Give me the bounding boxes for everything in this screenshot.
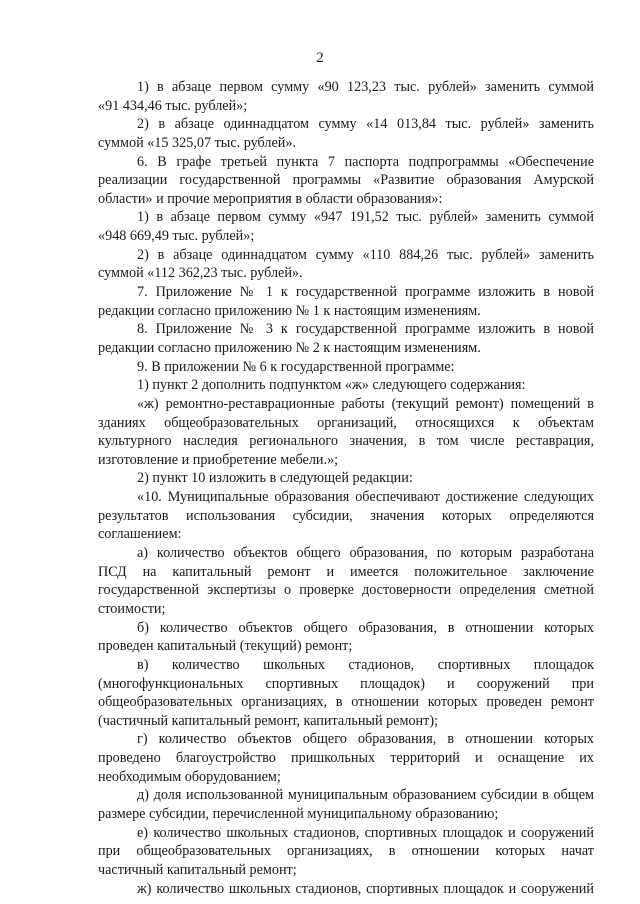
paragraph-line: проведено благоустройство пришкольных территорий и оснащение их: [98, 750, 594, 767]
paragraph-line: при общеобразовательных организациях, в отношении которых начат: [98, 843, 594, 860]
paragraph-first-line: 2) пункт 10 изложить в следующей редакции:: [137, 470, 413, 487]
paragraph-line: стоимости;: [98, 600, 166, 617]
paragraph-line: зданиях общеобразовательных организаций, относящихся к объектам: [98, 414, 594, 431]
paragraph-line: проведен капитальный (текущий) ремонт;: [98, 638, 353, 655]
paragraph-line: частичный капитальный ремонт;: [98, 861, 297, 878]
paragraph-first-line: «ж) ремонтно-реставрационные работы (текущий ремонт) помещений в: [137, 395, 594, 412]
paragraph-first-line: г) количество объектов общего образования, в отношении которых: [137, 731, 594, 748]
paragraph-first-line: д) доля использованной муниципальным образованием субсидии в общем: [137, 787, 594, 804]
paragraph-line: «948 669,49 тыс. рублей»;: [98, 228, 255, 245]
paragraph-first-line: 9. В приложении № 6 к государственной программе:: [137, 358, 455, 375]
paragraph-first-line: б) количество объектов общего образования, в отношении которых: [137, 619, 594, 636]
paragraph-line: суммой «112 362,23 тыс. рублей».: [98, 265, 303, 282]
paragraph-line: результатов использования субсидии, значения которых определяются: [98, 507, 594, 524]
paragraph-first-line: е) количество школьных стадионов, спортивных площадок и сооружений: [137, 824, 594, 841]
paragraph-line: соглашением:: [98, 526, 182, 543]
paragraph-first-line: 1) в абзаце первом сумму «90 123,23 тыс. рублей» заменить суммой: [137, 79, 594, 95]
paragraph-first-line: 6. В графе третьей пункта 7 паспорта подпрограммы «Обеспечение: [137, 153, 594, 170]
paragraph-line: (многофункциональных спортивных площадок) и сооружений при: [98, 675, 594, 692]
paragraph-line: «91 434,46 тыс. рублей»;: [98, 97, 248, 114]
paragraph-first-line: в) количество школьных стадионов, спортивных площадок: [137, 656, 594, 673]
paragraph-line: общеобразовательных организациях, в отношении которых проведен ремонт: [98, 694, 594, 711]
paragraph-first-line: ж) количество школьных стадионов, спортивных площадок и сооружений: [137, 880, 594, 897]
paragraph-line: редакции согласно приложению № 1 к настоящим изменениям.: [98, 302, 481, 319]
paragraph-first-line: 2) в абзаце одиннадцатом сумму «14 013,84 тыс. рублей» заменить: [137, 116, 594, 133]
paragraph-line: реализации государственной программы «Развитие образования Амурской: [98, 172, 594, 189]
paragraph-first-line: 1) пункт 2 дополнить подпунктом «ж» следующего содержания:: [137, 377, 526, 394]
paragraph-line: суммой «15 325,07 тыс. рублей».: [98, 134, 297, 151]
paragraph-line: культурного наследия регионального значения, в том числе реставрация,: [98, 433, 594, 450]
paragraph-line: необходимым оборудованием;: [98, 768, 281, 785]
document-body: [98, 78, 594, 898]
paragraph-line: области» и прочие мероприятия в области образования»:: [98, 190, 443, 207]
paragraph-first-line: а) количество объектов общего образования, по которым разработана: [137, 545, 594, 562]
paragraph-first-line: 8. Приложение № 3 к государственной программе изложить в новой: [137, 321, 594, 338]
page-number: 2: [316, 50, 324, 66]
paragraph-line: (частичный капитальный ремонт, капитальный ремонт);: [98, 712, 439, 729]
paragraph-line: изготовление и приобретение мебели.»;: [98, 451, 339, 468]
paragraph-line: ПСД на капитальный ремонт и имеется положительное заключение: [98, 563, 594, 580]
paragraph-line: государственной экспертизы о проверке достоверности определения сметной: [98, 582, 594, 599]
paragraph-line: редакции согласно приложению № 2 к настоящим изменениям.: [98, 339, 481, 356]
paragraph-first-line: 7. Приложение № 1 к государственной программе изложить в новой: [137, 284, 594, 301]
paragraph-first-line: «10. Муниципальные образования обеспечивают достижение следующих: [137, 489, 594, 506]
paragraph-line: размере субсидии, перечисленной муниципальному образованию;: [98, 805, 499, 822]
paragraph-first-line: 1) в абзаце первом сумму «947 191,52 тыс. рублей» заменить суммой: [137, 209, 594, 226]
paragraph-first-line: 2) в абзаце одиннадцатом сумму «110 884,26 тыс. рублей» заменить: [137, 246, 594, 263]
